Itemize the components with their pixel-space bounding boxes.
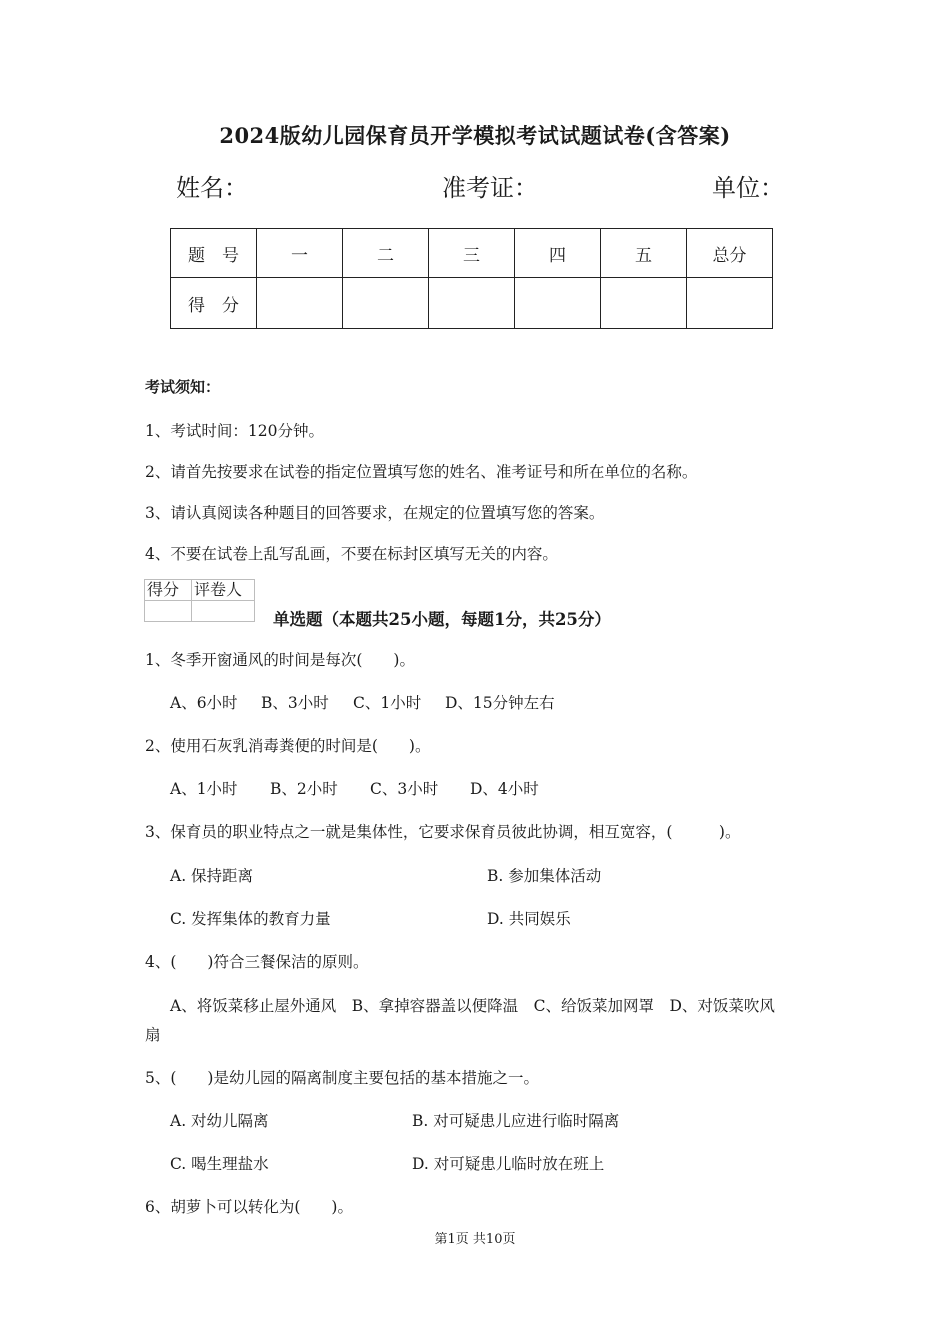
question-5-option-b: B. 对可疑患儿应进行临时隔离 [412, 1112, 620, 1130]
question-3-stem: 3、保育员的职业特点之一就是集体性，它要求保育员彼此协调，相互宽容，( )。 [145, 823, 741, 841]
score-header-cell: 总分 [687, 229, 773, 278]
score-header-cell: 四 [515, 229, 601, 278]
question-5-option-d: D. 对可疑患儿临时放在班上 [412, 1155, 605, 1173]
score-table-header-row [171, 229, 773, 278]
question-3-option-d: D. 共同娱乐 [487, 910, 571, 928]
question-3-option-a: A. 保持距离 [170, 867, 254, 885]
score-row-label: 得 分 [171, 278, 257, 329]
score-header-cell: 三 [429, 229, 515, 278]
grader-box [144, 579, 255, 622]
question-2-option-c: C、3小时 [370, 780, 439, 798]
note-item: 4、不要在试卷上乱写乱画，不要在标封区填写无关的内容。 [145, 545, 558, 563]
score-table-score-row [171, 278, 773, 329]
grader-reviewer-cell[interactable] [192, 601, 255, 622]
notes-heading: 考试须知： [145, 378, 221, 396]
grader-reviewer-label: 评卷人 [192, 580, 255, 601]
grader-score-label: 得分 [145, 580, 192, 601]
grader-score-cell[interactable] [145, 601, 192, 622]
exam-id-field-label: 准考证： [442, 174, 538, 202]
score-header-cell: 二 [343, 229, 429, 278]
question-1-option-a: A、6小时 [170, 694, 238, 712]
note-item: 3、请认真阅读各种题目的回答要求，在规定的位置填写您的答案。 [145, 504, 605, 522]
question-2-option-d: D、4小时 [470, 780, 539, 798]
page-footer: 第1页 共10页 [434, 1232, 516, 1247]
score-cell[interactable] [343, 278, 429, 329]
question-2-stem: 2、使用石灰乳消毒粪便的时间是( )。 [145, 737, 431, 755]
score-cell[interactable] [687, 278, 773, 329]
question-1-stem: 1、冬季开窗通风的时间是每次( )。 [145, 651, 415, 669]
score-header-cell: 题 号 [171, 229, 257, 278]
question-2-option-b: B、2小时 [270, 780, 338, 798]
score-table [170, 228, 773, 329]
section-title: 单选题（本题共25小题，每题1分，共25分） [273, 610, 611, 629]
question-6-stem: 6、胡萝卜可以转化为( )。 [145, 1198, 353, 1216]
score-cell[interactable] [429, 278, 515, 329]
question-1-option-d: D、15分钟左右 [445, 694, 555, 712]
question-2-option-a: A、1小时 [170, 780, 238, 798]
score-cell[interactable] [601, 278, 687, 329]
question-1-option-c: C、1小时 [353, 694, 422, 712]
score-cell[interactable] [515, 278, 601, 329]
question-3-option-b: B. 参加集体活动 [487, 867, 602, 885]
question-1-option-b: B、3小时 [261, 694, 329, 712]
question-4-stem: 4、( )符合三餐保洁的原则。 [145, 953, 369, 971]
question-5-stem: 5、( )是幼儿园的隔离制度主要包括的基本措施之一。 [145, 1069, 539, 1087]
score-header-cell: 五 [601, 229, 687, 278]
note-item: 1、考试时间：120分钟。 [145, 422, 324, 440]
name-field-label: 姓名： [176, 174, 248, 202]
question-4-options: A、将饭菜移止屋外通风 B、拿掉容器盖以便降温 C、给饭菜加网罩 D、对饭菜吹风 [170, 997, 775, 1015]
question-3-option-c: C. 发挥集体的教育力量 [170, 910, 331, 928]
score-cell[interactable] [257, 278, 343, 329]
unit-field-label: 单位： [712, 174, 784, 202]
note-item: 2、请首先按要求在试卷的指定位置填写您的姓名、准考证号和所在单位的名称。 [145, 463, 698, 481]
page-title: 2024版幼儿园保育员开学模拟考试试题试卷(含答案) [219, 123, 731, 148]
question-4-options-wrap: 扇 [145, 1026, 161, 1044]
question-5-option-c: C. 喝生理盐水 [170, 1155, 269, 1173]
question-5-option-a: A. 对幼儿隔离 [170, 1112, 269, 1130]
score-header-cell: 一 [257, 229, 343, 278]
